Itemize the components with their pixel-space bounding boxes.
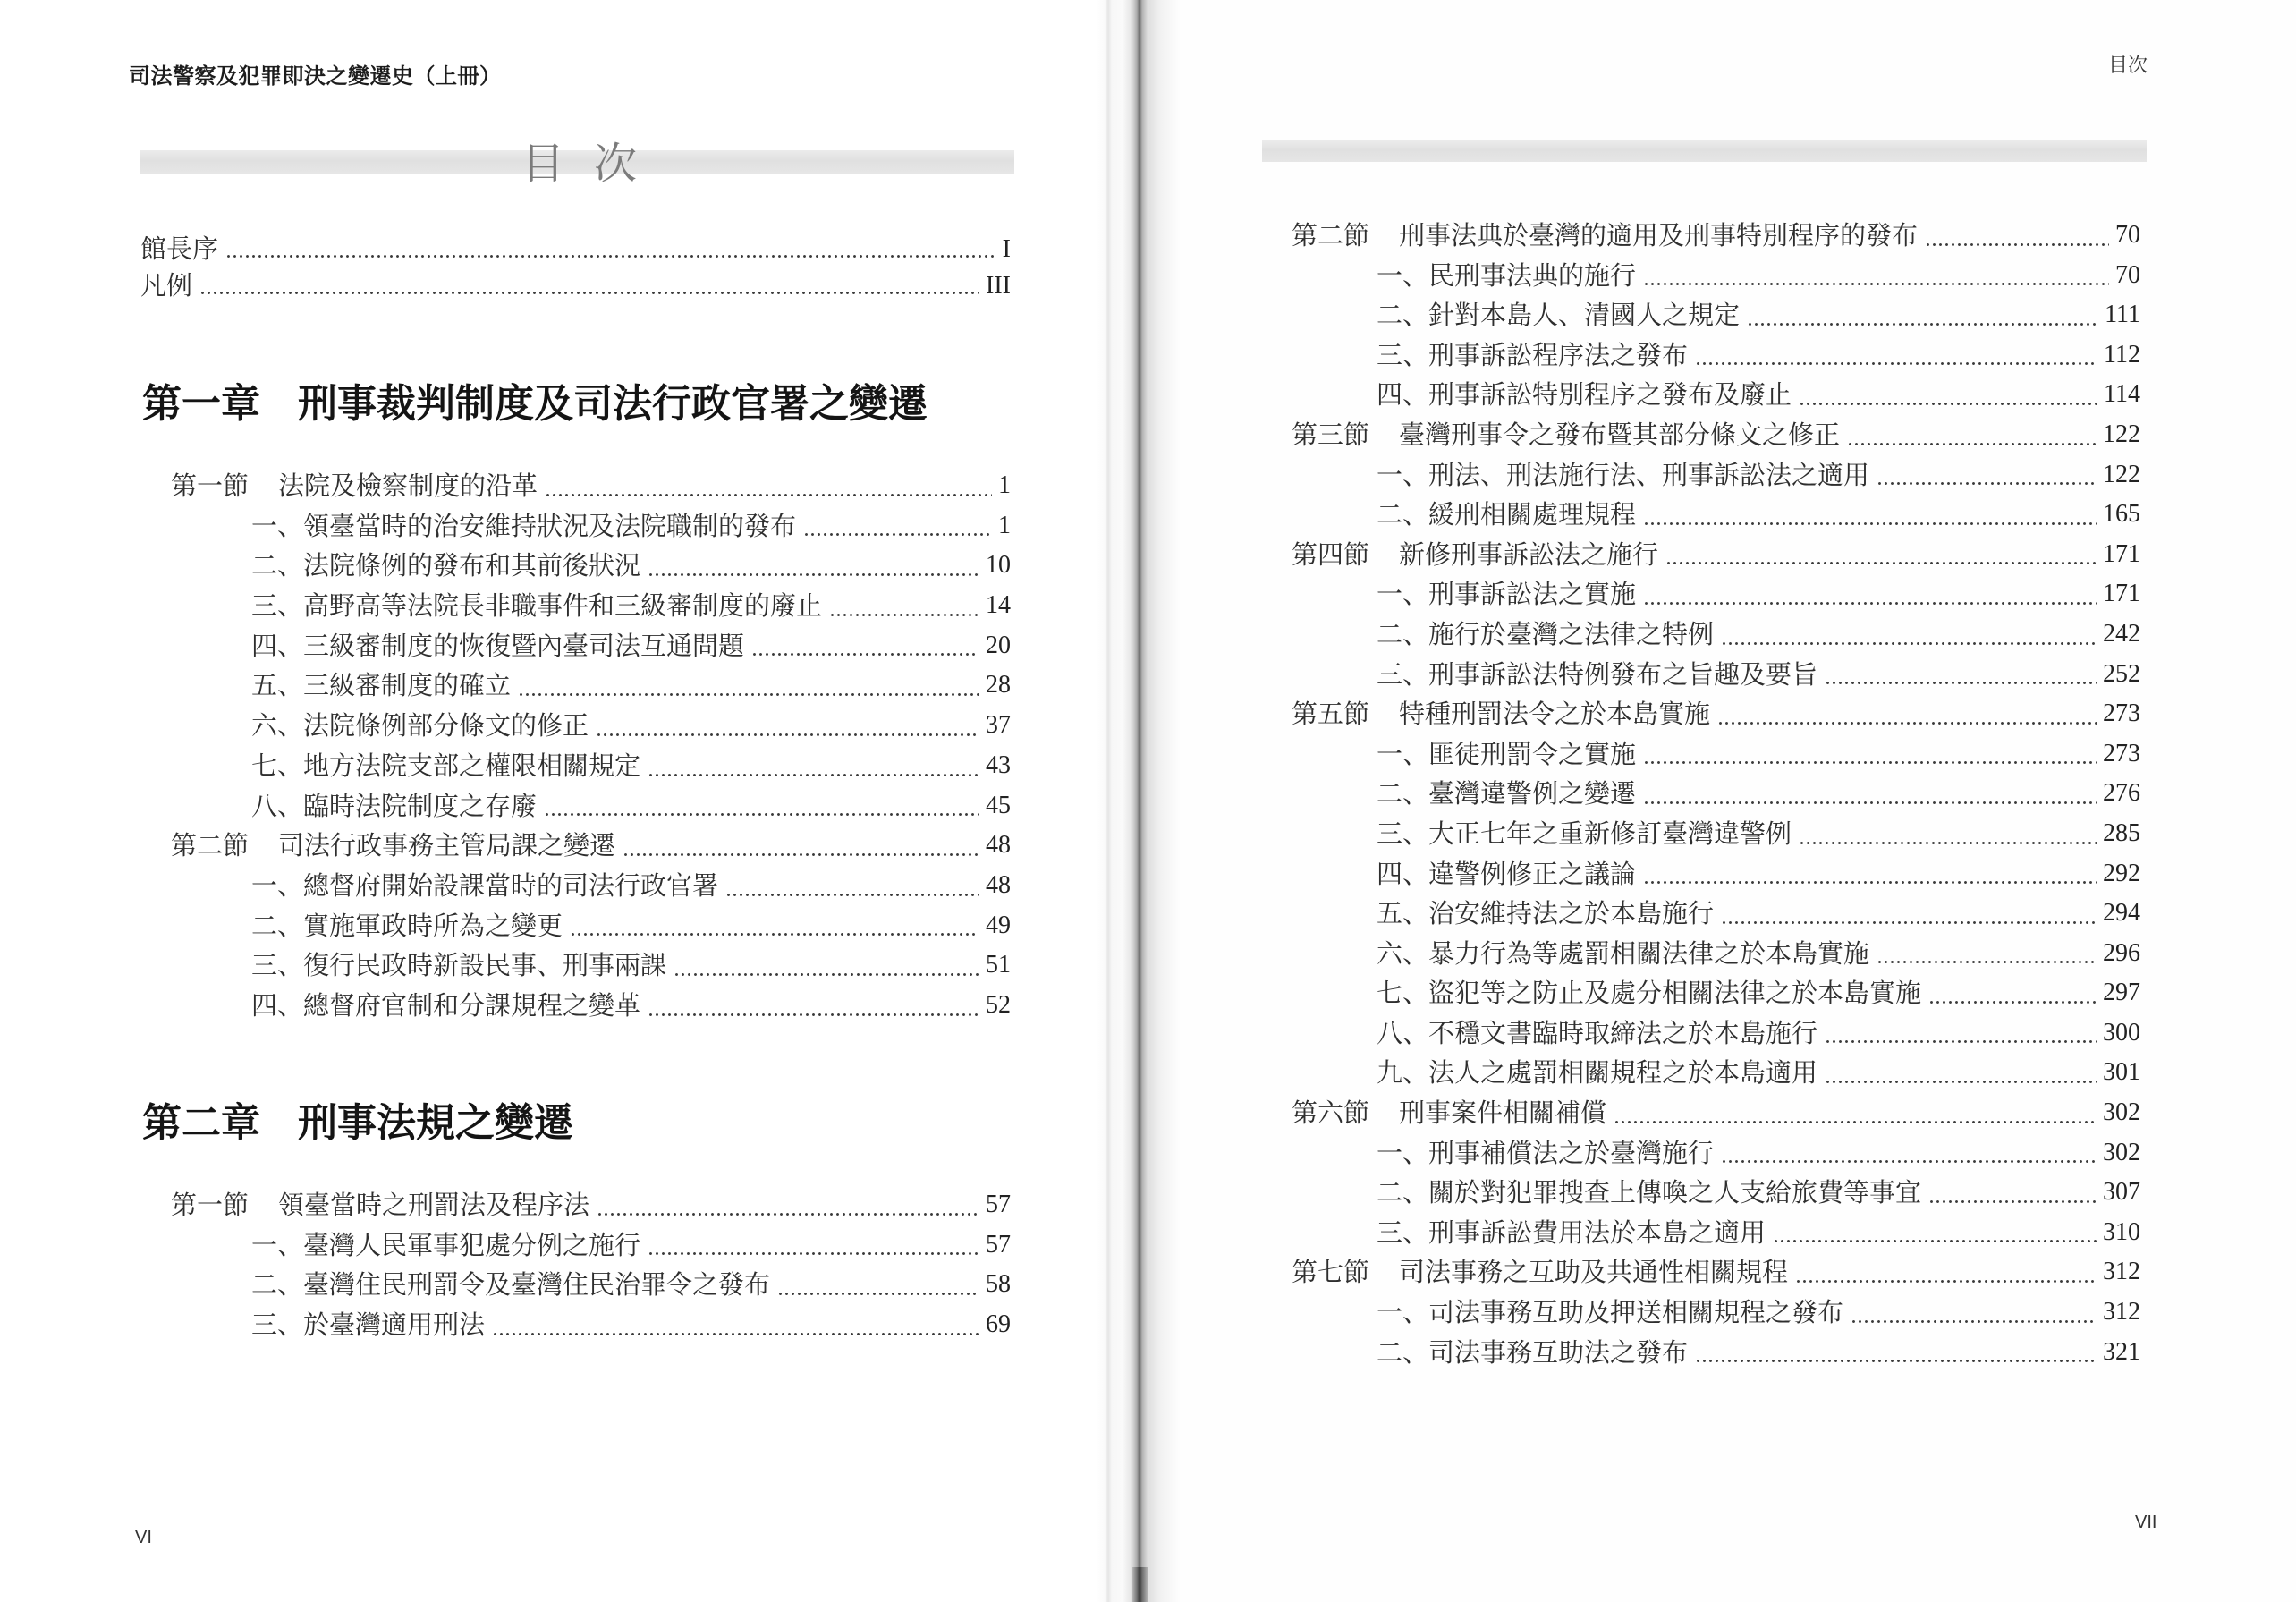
running-header: 目次 [2108, 55, 2148, 77]
dot-leader [1795, 1252, 2097, 1293]
item-title: 二、關於對犯罪搜查上傳喚之人支給旅費等事宜 [1377, 1177, 1922, 1208]
toc-item-row [171, 586, 1011, 626]
page-number: 58 [986, 1270, 1011, 1299]
section-title: 刑事案件相關補償 [1399, 1098, 1607, 1129]
section-title: 特種刑罰法令之於本島實施 [1399, 699, 1711, 730]
dot-leader [1928, 973, 2097, 1013]
item-title: 六、法院條例部分條文的修正 [251, 710, 589, 742]
item-title: 一、民刑事法典的施行 [1377, 259, 1637, 291]
page-number: 1 [998, 511, 1011, 539]
page-number: 48 [986, 870, 1011, 899]
toc-item-row [1292, 295, 2140, 335]
item-title: 七、地方法院支部之權限相關規定 [251, 750, 641, 781]
toc-item-row [1292, 1293, 2140, 1333]
item-title: 二、臺灣違警例之變遷 [1377, 778, 1637, 809]
item-title: 二、法院條例的發布和其前後狀況 [251, 550, 641, 581]
toc-item-row [1292, 1333, 2140, 1373]
chapter-title: 刑事裁判制度及司法行政官署之變遷 [298, 381, 928, 427]
page-number: 14 [986, 591, 1011, 620]
toc-item-row [171, 945, 1011, 986]
dot-leader [751, 626, 979, 666]
section-number: 第五節 [1292, 699, 1370, 730]
section-title: 司法行政事務主管局課之變遷 [278, 830, 616, 861]
title-band [1262, 140, 2147, 162]
left-page [0, 0, 1129, 1602]
toc-section-row [1292, 415, 2140, 455]
dot-leader [518, 665, 979, 706]
dot-leader [1643, 256, 2109, 296]
chapter-toc-list [1292, 216, 2140, 1372]
item-title: 二、實施軍政時所為之變更 [251, 910, 563, 941]
toc-item-row [171, 1305, 1011, 1345]
dot-leader [1643, 774, 2097, 814]
page-number: 45 [986, 791, 1011, 819]
dot-leader [1877, 455, 2097, 496]
section-number: 第二節 [1292, 220, 1370, 250]
dot-leader [725, 866, 979, 906]
page-number: 111 [2105, 301, 2140, 329]
toc-item-row [171, 626, 1011, 666]
dot-leader [1643, 495, 2097, 535]
right-page [1129, 0, 2296, 1602]
toc-item-row [171, 906, 1011, 946]
toc-item-row [1292, 455, 2140, 496]
toc-front-row [140, 267, 1011, 304]
dot-leader [648, 986, 979, 1026]
toc-item-row [171, 506, 1011, 547]
toc-item-row [171, 866, 1011, 906]
dot-leader [596, 706, 979, 746]
toc-item-row [1292, 256, 2140, 296]
page-number: 122 [2103, 460, 2140, 488]
item-title: 二、緩刑相關處理規程 [1377, 499, 1637, 530]
item-title: 三、大正七年之重新修訂臺灣違警例 [1377, 818, 1792, 849]
page-number: 294 [2103, 899, 2140, 928]
page-number: 51 [986, 951, 1011, 979]
page-number: 57 [986, 1191, 1011, 1218]
section-number: 第六節 [1292, 1098, 1370, 1129]
page-number: 273 [2103, 699, 2140, 728]
dot-leader [1799, 814, 2097, 854]
toc-item-row [1292, 1013, 2140, 1054]
toc-item-row [1292, 1213, 2140, 1253]
section-title: 法院及檢察制度的沿革 [278, 470, 538, 501]
page-number: III [986, 272, 1011, 300]
section-number: 第七節 [1292, 1257, 1370, 1288]
toc-section-row [1292, 216, 2140, 256]
toc-title: 目次 [521, 139, 667, 189]
item-title: 四、刑事訴訟特別程序之發布及廢止 [1377, 379, 1792, 411]
item-title: 一、臺灣人民軍事犯處分例之施行 [251, 1229, 641, 1260]
toc-section-row [1292, 1093, 2140, 1133]
item-title: 一、刑法、刑法施行法、刑事訴訟法之適用 [1377, 459, 1870, 490]
page-number: 48 [986, 831, 1011, 860]
toc-item-row [171, 986, 1011, 1026]
toc-item-row [171, 746, 1011, 786]
section-title: 新修刑事訴訟法之施行 [1399, 538, 1659, 570]
page-number: 28 [986, 671, 1011, 699]
dot-leader [1925, 216, 2109, 256]
item-title: 一、刑事訴訟法之實施 [1377, 579, 1637, 610]
page-number: 297 [2103, 979, 2140, 1007]
toc-item-row [1292, 774, 2140, 814]
section-number: 第一節 [171, 470, 250, 501]
toc-item-row [1292, 854, 2140, 894]
toc-section-row [171, 466, 1011, 506]
item-title: 三、刑事訴訟程序法之發布 [1377, 339, 1689, 370]
dot-leader [544, 786, 979, 826]
toc-item-row [1292, 574, 2140, 615]
dot-leader [829, 586, 979, 626]
dot-leader [1825, 1053, 2097, 1093]
page-number: 10 [986, 551, 1011, 580]
dot-leader [199, 267, 979, 304]
page-number: 296 [2103, 938, 2140, 967]
page-number: 302 [2103, 1098, 2140, 1127]
section-number: 第二節 [171, 830, 250, 861]
section-title: 領臺當時之刑罰法及程序法 [278, 1190, 590, 1220]
section-title: 臺灣刑事令之發布暨其部分條文之修正 [1399, 419, 1841, 450]
item-title: 一、匪徒刑罰令之實施 [1377, 738, 1637, 769]
item-title: 三、於臺灣適用刑法 [251, 1310, 486, 1341]
toc-item-row [1292, 934, 2140, 974]
toc-section-row [1292, 694, 2140, 734]
chapter-heading [142, 377, 928, 431]
page-number: 112 [2104, 340, 2140, 369]
toc-item-row [1292, 734, 2140, 775]
page-number: 1 [998, 471, 1011, 499]
page-number: 300 [2103, 1018, 2140, 1047]
page-number: 273 [2103, 739, 2140, 767]
page-number: 70 [2115, 221, 2140, 249]
page-number: 57 [986, 1230, 1011, 1259]
dot-leader [1717, 694, 2097, 734]
item-title: 二、臺灣住民刑罰令及臺灣住民治罪令之發布 [251, 1269, 771, 1301]
page-number: 69 [986, 1310, 1011, 1339]
section-title: 司法事務之互助及共通性相關規程 [1399, 1257, 1789, 1288]
dot-leader [648, 746, 979, 786]
dot-leader [623, 826, 979, 866]
item-title: 一、刑事補償法之於臺灣施行 [1377, 1137, 1715, 1168]
dot-leader [1877, 934, 2097, 974]
toc-item-row [1292, 615, 2140, 655]
item-title: 四、總督府官制和分課規程之變革 [251, 989, 641, 1021]
page-number: 52 [986, 990, 1011, 1019]
page-number: 312 [2103, 1258, 2140, 1286]
page-folio: VI [135, 1528, 152, 1547]
dot-leader [1721, 615, 2097, 655]
dot-leader [1747, 295, 2098, 335]
page-number: 285 [2103, 818, 2140, 847]
dot-leader [1799, 375, 2097, 415]
page-number: 321 [2103, 1337, 2140, 1366]
page-number: I [1002, 235, 1011, 263]
toc-item-row [171, 706, 1011, 746]
dot-leader [597, 1185, 979, 1225]
page-number: 276 [2103, 779, 2140, 808]
page-number: 242 [2103, 619, 2140, 648]
page-number: 49 [986, 911, 1011, 939]
page-number: 301 [2103, 1058, 2140, 1087]
chapter-toc-list [171, 1185, 1011, 1345]
dot-leader [1643, 574, 2097, 615]
dot-leader [1851, 1293, 2097, 1333]
dot-leader [1695, 335, 2097, 376]
chapter-toc-list [171, 466, 1011, 1026]
dot-leader [1721, 1133, 2097, 1174]
page-number: 312 [2103, 1298, 2140, 1327]
chapter-number: 第一章 [142, 381, 260, 427]
toc-item-row [171, 665, 1011, 706]
toc-section-row [1292, 1252, 2140, 1293]
page-number: 43 [986, 750, 1011, 779]
chapter-heading [142, 1097, 573, 1150]
item-title: 四、三級審制度的恢復暨內臺司法互通問題 [251, 630, 745, 661]
page-number: 302 [2103, 1138, 2140, 1166]
dot-leader [1825, 655, 2097, 695]
dot-leader [674, 945, 979, 986]
dot-leader [225, 231, 996, 267]
item-title: 二、施行於臺灣之法律之特例 [1377, 618, 1715, 649]
toc-item-row [1292, 655, 2140, 695]
item-title: 八、不穩文書臨時取締法之於本島施行 [1377, 1017, 1818, 1048]
front-matter-label: 凡例 [140, 270, 193, 301]
item-title: 四、違警例修正之議論 [1377, 858, 1637, 889]
dot-leader [1773, 1213, 2097, 1253]
dot-leader [803, 506, 992, 547]
toc-item-row [1292, 375, 2140, 415]
section-number: 第四節 [1292, 538, 1370, 570]
dot-leader [570, 906, 979, 946]
page-number: 165 [2103, 500, 2140, 529]
running-header: 司法警察及犯罪即決之變遷史（上冊） [129, 63, 502, 89]
chapter-number: 第二章 [142, 1100, 260, 1146]
toc-item-row [171, 1225, 1011, 1266]
toc-item-row [1292, 894, 2140, 934]
page-number: 20 [986, 631, 1011, 659]
item-title: 三、刑事訴訟費用法於本島之適用 [1377, 1216, 1766, 1248]
page-number: 37 [986, 711, 1011, 740]
front-matter-label: 館長序 [140, 233, 219, 264]
page-number: 292 [2103, 859, 2140, 887]
page-number: 70 [2115, 260, 2140, 289]
dot-leader [1847, 415, 2097, 455]
item-title: 三、高野高等法院長非職事件和三級審制度的廢止 [251, 590, 823, 622]
page-number: 307 [2103, 1178, 2140, 1207]
toc-section-row [171, 1185, 1011, 1225]
toc-item-row [1292, 973, 2140, 1013]
page-number: 171 [2103, 539, 2140, 568]
chapter-title: 刑事法規之變遷 [298, 1100, 573, 1146]
toc-item-row [1292, 1173, 2140, 1213]
section-number: 第一節 [171, 1190, 250, 1220]
item-title: 五、治安維持法之於本島施行 [1377, 898, 1715, 929]
toc-front-row [140, 231, 1011, 267]
dot-leader [777, 1265, 979, 1305]
item-title: 二、司法事務互助法之發布 [1377, 1336, 1689, 1368]
dot-leader [1695, 1333, 2097, 1373]
item-title: 一、司法事務互助及押送相關規程之發布 [1377, 1297, 1844, 1328]
page-folio: VII [2135, 1513, 2157, 1532]
item-title: 三、刑事訴訟法特例發布之旨趣及要旨 [1377, 658, 1818, 690]
item-title: 一、總督府開始設課當時的司法行政官署 [251, 869, 719, 901]
item-title: 七、盜犯等之防止及處分相關法律之於本島實施 [1377, 978, 1922, 1009]
toc-item-row [171, 546, 1011, 586]
toc-item-row [1292, 495, 2140, 535]
toc-item-row [171, 1265, 1011, 1305]
page-number: 171 [2103, 580, 2140, 608]
section-number: 第三節 [1292, 419, 1370, 450]
front-matter-list [140, 231, 1011, 304]
dot-leader [1643, 854, 2097, 894]
page-number: 114 [2104, 380, 2140, 409]
page-number: 252 [2103, 659, 2140, 688]
page-number: 122 [2103, 420, 2140, 448]
dot-leader [1721, 894, 2097, 934]
toc-section-row [171, 826, 1011, 866]
toc-item-row [1292, 335, 2140, 376]
toc-item-row [1292, 1053, 2140, 1093]
toc-item-row [171, 786, 1011, 826]
dot-leader [648, 1225, 979, 1266]
dot-leader [545, 466, 992, 506]
dot-leader [1928, 1173, 2097, 1213]
page-number: 310 [2103, 1217, 2140, 1246]
item-title: 五、三級審制度的確立 [251, 670, 512, 701]
item-title: 六、暴力行為等處罰相關法律之於本島實施 [1377, 937, 1870, 969]
dot-leader [648, 546, 979, 586]
dot-leader [1665, 535, 2097, 575]
toc-item-row [1292, 814, 2140, 854]
dot-leader [1614, 1093, 2097, 1133]
toc-item-row [1292, 1133, 2140, 1174]
toc-section-row [1292, 535, 2140, 575]
dot-leader [1643, 734, 2097, 775]
item-title: 二、針對本島人、清國人之規定 [1377, 300, 1741, 331]
book-gutter-shadow [1132, 1567, 1148, 1602]
dot-leader [1825, 1013, 2097, 1054]
item-title: 一、領臺當時的治安維持狀況及法院職制的發布 [251, 510, 797, 541]
item-title: 九、法人之處罰相關規程之於本島適用 [1377, 1057, 1818, 1089]
section-title: 刑事法典於臺灣的適用及刑事特別程序的發布 [1399, 220, 1919, 250]
item-title: 三、復行民政時新設民事、刑事兩課 [251, 950, 667, 981]
item-title: 八、臨時法院制度之存廢 [251, 790, 538, 821]
dot-leader [492, 1305, 979, 1345]
